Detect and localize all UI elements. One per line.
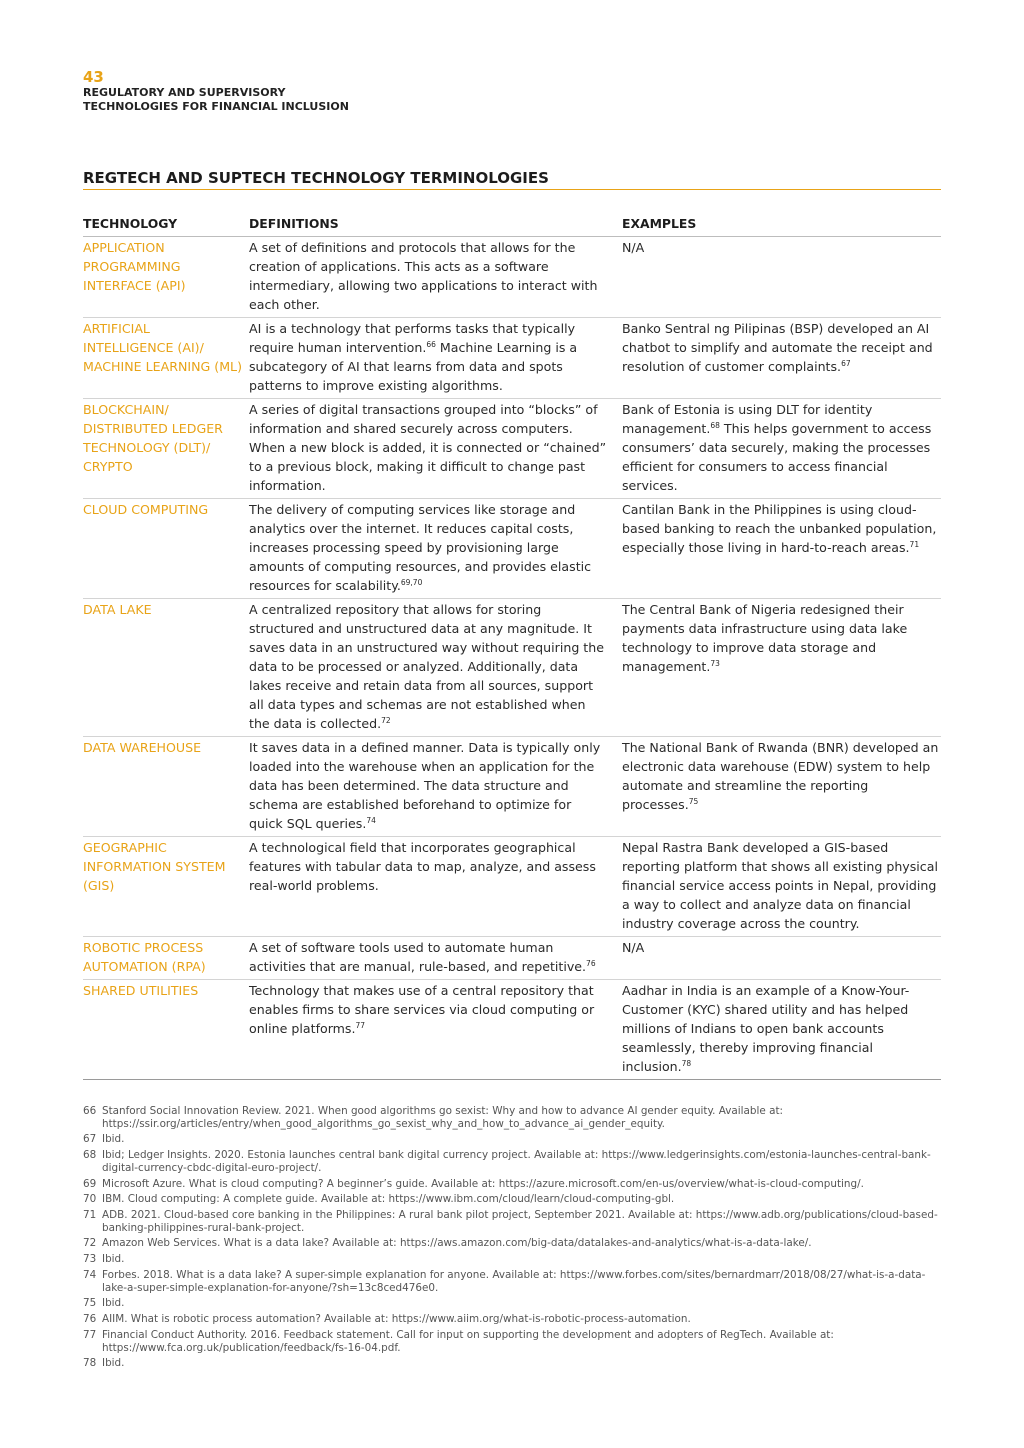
footnote-ref: 73 [710,658,720,668]
footnote-text: AIIM. What is robotic process automation? Available at: https://www.aiim.org/what-is-robotic-process-automation. [102,1313,691,1326]
footnote-ref: 74 [366,815,376,825]
footnote-text: Ibid; Ledger Insights. 2020. Estonia launches central bank digital currency project. Available at: https://www.ledgerinsights.com/estonia-launches-central-bank-digital-currency-cbdc-digital-euro-project/. [102,1149,931,1174]
definition-text: The delivery of computing services like storage and analytics over the internet. It reduces capital costs, increases processing speed by provisioning large amounts of computing resources, and provides elastic resources for scalability. [249,502,592,593]
technology-name: SHARED UTILITIES [83,980,249,1080]
footnote-number: 72 [83,1237,97,1250]
definition-cell [249,980,622,1080]
footnote-text: Ibid. [102,1357,125,1370]
example-text: Aadhar in India is an example of a Know-Your-Customer (KYC) shared utility and has helped millions of Indians to open bank accounts seamlessly, thereby improving financial inclusion. [622,983,910,1074]
definition-text: A set of software tools used to automate human activities that are manual, rule-based, and repetitive. [249,940,587,974]
footnote-number: 76 [83,1313,97,1326]
footnote-text: IBM. Cloud computing: A complete guide. Available at: https://www.ibm.com/cloud/learn/cloud-computing-gbl. [102,1193,675,1206]
page-number: 43 [83,68,104,86]
definition-text: Technology that makes use of a central repository that enables firms to share services via cloud computing or online platforms. [249,983,595,1036]
footnote-ref: 76 [586,958,596,968]
technology-name: ROBOTIC PROCESS AUTOMATION (RPA) [83,937,249,980]
footnote-text: Ibid. [102,1133,125,1146]
table-row [83,599,941,737]
technology-name: ARTIFICIAL INTELLIGENCE (AI)/ MACHINE LEARNING (ML) [83,318,249,399]
example-text: Cantilan Bank in the Philippines is using cloud-based banking to reach the unbanked population, especially those living in hard-to-reach areas. [622,502,937,555]
footnote [83,1105,943,1130]
table-row [83,399,941,499]
footnote-ref: 69,70 [400,577,423,587]
footnotes [83,1105,943,1373]
footnote [83,1269,943,1294]
definition-text: AI is a technology that performs tasks that typically require human intervention. [249,321,576,355]
footnote-number: 75 [83,1297,97,1310]
footnote [83,1237,943,1250]
footnote-ref: 77 [355,1020,366,1030]
footnote-ref: 71 [909,539,920,549]
footnote [83,1329,943,1354]
column-header-examples: EXAMPLES [622,212,941,237]
technology-name: BLOCKCHAIN/ DISTRIBUTED LEDGER TECHNOLOGY (DLT)/ CRYPTO [83,399,249,499]
footnote-ref: 75 [688,796,699,806]
table-row [83,237,941,318]
table-row [83,837,941,937]
footnote-number: 73 [83,1253,97,1266]
table-row [83,737,941,837]
footnote-number: 70 [83,1193,97,1206]
footnote [83,1178,943,1191]
footnote [83,1297,943,1310]
footnote-number: 67 [83,1133,97,1146]
table-row [83,980,941,1080]
definition-cell [249,937,622,980]
technology-name: APPLICATION PROGRAMMING INTERFACE (API) [83,237,249,318]
example-text: The National Bank of Rwanda (BNR) developed an electronic data warehouse (EDW) system to help automate and streamline the reporting processes. [622,740,939,812]
table-row [83,937,941,980]
footnote-text: Ibid. [102,1253,125,1266]
definition-cell [249,499,622,599]
table-row [83,499,941,599]
table-row [83,318,941,399]
footnote [83,1133,943,1146]
footnote [83,1313,943,1326]
example-cell [622,399,941,499]
footnote-ref: 68 [710,420,720,430]
footnote-text: Forbes. 2018. What is a data lake? A super-simple explanation for anyone. Available at: https://www.forbes.com/sites/bernardmarr/2018/08/27/what-is-a-data-lake-a-super-simple-explanation-for-anyone/?sh=13c8ced476e0. [102,1269,926,1294]
footnote-number: 74 [83,1269,97,1282]
definition-text: A series of digital transactions grouped into “blocks” of information and shared securely across computers. When a new block is added, it is connected or “chained” to a previous block, making it difficult to change past information. [249,402,607,493]
example-cell [622,237,941,318]
definition-cell [249,399,622,499]
example-cell [622,318,941,399]
example-text: Banko Sentral ng Pilipinas (BSP) developed an AI chatbot to simplify and automate the receipt and resolution of customer complaints. [622,321,933,374]
example-text: N/A [622,240,645,255]
definition-cell [249,318,622,399]
example-text: The Central Bank of Nigeria redesigned their payments data infrastructure using data lake technology to improve data storage and management. [622,602,908,674]
example-cell [622,599,941,737]
section-title: REGTECH AND SUPTECH TECHNOLOGY TERMINOLOGIES [83,169,941,190]
example-cell [622,499,941,599]
page-header [83,68,349,114]
technology-name: GEOGRAPHIC INFORMATION SYSTEM (GIS) [83,837,249,937]
footnote-ref: 78 [681,1058,692,1068]
footnote-ref: 66 [426,339,436,349]
footnote [83,1149,943,1174]
footnote-ref: 72 [381,715,391,725]
footnote-ref: 67 [841,358,851,368]
definition-text: Machine Learning is a subcategory of AI that learns from data and spots patterns to improve existing algorithms. [249,340,578,393]
technology-name: DATA LAKE [83,599,249,737]
footnote-number: 78 [83,1357,97,1370]
example-text: Nepal Rastra Bank developed a GIS-based reporting platform that shows all existing physical financial service access points in Nepal, providing a way to collect and analyze data on financial industry coverage across the country. [622,840,938,931]
technology-name: DATA WAREHOUSE [83,737,249,837]
footnote-number: 69 [83,1177,97,1190]
footnote-text: Microsoft Azure. What is cloud computing? A beginner’s guide. Available at: https://azure.microsoft.com/en-us/overview/what-is-cloud-computing/. [102,1177,864,1190]
footnote-number: 68 [83,1149,97,1162]
definition-text: A set of definitions and protocols that allows for the creation of applications. This acts as a software intermediary, allowing two applications to interact with each other. [249,240,598,312]
definition-text: A centralized repository that allows for storing structured and unstructured data at any magnitude. It saves data in an unstructured way without requiring the data to be processed or analyzed. Additionally, data lakes receive and retain data from all sources, support all data types and schemas are not established when the data is collected. [249,602,604,731]
footnote [83,1357,943,1370]
example-text: This helps government to access consumers’ data securely, making the processes efficient for consumers to access financial services. [622,421,932,493]
column-header-definitions: DEFINITIONS [249,212,622,237]
example-cell [622,937,941,980]
terminology-table [83,212,941,1080]
footnote-number: 66 [83,1105,97,1117]
footnote-number: 77 [83,1328,97,1341]
column-header-technology: TECHNOLOGY [83,212,249,237]
definition-text: A technological field that incorporates geographical features with tabular data to map, analyze, and assess real-world problems. [249,840,596,893]
example-text: Bank of Estonia is using DLT for identity management. [622,402,873,436]
definition-cell [249,737,622,837]
example-cell [622,980,941,1080]
definition-cell [249,599,622,737]
document-title-line1: REGULATORY AND SUPERVISORY [83,86,286,99]
footnote-text: ADB. 2021. Cloud-based core banking in the Philippines: A rural bank pilot project, September 2021. Available at: https://www.adb.org/publications/cloud-based-banking-philippines-rural-bank-project. [102,1209,938,1234]
definition-text: It saves data in a defined manner. Data is typically only loaded into the warehouse when an application for the data has been determined. The data structure and schema are established beforehand to optimize for quick SQL queries. [249,740,601,831]
footnote [83,1209,943,1234]
footnote-text: Financial Conduct Authority. 2016. Feedback statement. Call for input on supporting the development and adopters of RegTech. Available at: https://www.fca.org.uk/publication/feedback/fs-16-04.pdf. [102,1328,834,1354]
footnote-number: 71 [83,1209,97,1222]
footnote-text: Ibid. [102,1297,125,1310]
example-cell [622,837,941,937]
footnote [83,1193,943,1206]
table-header-row [83,212,941,237]
footnote-text: Amazon Web Services. What is a data lake? Available at: https://aws.amazon.com/big-data/datalakes-and-analytics/what-is-a-data-lake/. [102,1237,812,1250]
technology-name: CLOUD COMPUTING [83,499,249,599]
example-cell [622,737,941,837]
example-text: N/A [622,940,645,955]
definition-cell [249,837,622,937]
document-title-line2: TECHNOLOGIES FOR FINANCIAL INCLUSION [83,100,349,113]
footnote-text: Stanford Social Innovation Review. 2021. When good algorithms go sexist: Why and how to advance AI gender equity. Available at: https://ssir.org/articles/entry/when_good_algorithms_go_sexist_why_and_how_to_advance_ai_gender_equity. [102,1105,784,1130]
footnote [83,1253,943,1266]
definition-cell [249,237,622,318]
